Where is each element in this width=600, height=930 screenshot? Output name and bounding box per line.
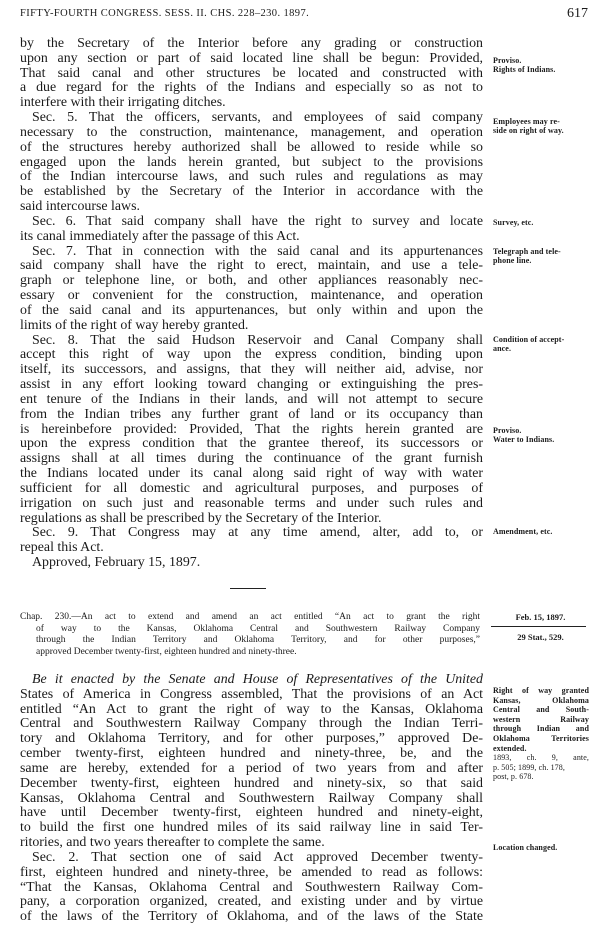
margin-note-line: post, p. 678.: [493, 772, 534, 782]
body-line: sufficient for all domestic and agricultural purposes, and purposes of: [20, 480, 483, 496]
margin-note-line: extended.: [493, 743, 527, 753]
body-line: Kansas, Oklahoma Central and Southwestern Railway Company shall: [20, 790, 483, 806]
margin-note-telegraph: [493, 247, 593, 266]
body-line: is hereinbefore provided: Provided, That the rights herein granted are: [20, 421, 483, 437]
margin-note-proviso-water: [493, 426, 593, 445]
chapter-230-heading: [20, 612, 480, 658]
margin-note-line: Amendment, etc.: [493, 527, 553, 536]
section-divider: [230, 588, 266, 589]
body-line: December twenty-first, eighteen hundred and ninety-six, so that said: [20, 775, 483, 791]
chapter-heading-line: approved December twenty-first, eighteen hundred and ninety-three.: [36, 646, 297, 657]
body-line: the Indians located under its canal along said right of way with water: [20, 466, 483, 482]
margin-statute-citation: 29 Stat., 529.: [517, 632, 564, 642]
body-line: engaged upon the lands herein granted, but subject to the provisions: [20, 154, 483, 170]
body-line: from the Indian tribes any further grant of land or its occupancy than: [20, 406, 483, 422]
body-line: limits of the right of way hereby granted.: [20, 317, 249, 333]
body-text-chapter-230: [20, 673, 483, 925]
margin-note-line: Central and South-: [493, 705, 589, 715]
body-line: same are hereby, extended for a period of two years from and after: [20, 760, 483, 776]
approval-line: Approved, February 15, 1897.: [32, 555, 201, 570]
body-line: said company shall have the right to erect, maintain, and use a tele-: [20, 258, 483, 274]
margin-note-line: Oklahoma Territories: [493, 733, 589, 743]
body-line: cember twenty-first, eighteen hundred and ninety-three, be, and the: [20, 746, 483, 762]
margin-note-line: p. 505; 1899, ch. 178,: [493, 762, 565, 772]
margin-note-line: Right of way granted: [493, 686, 589, 695]
body-line: by the Secretary of the Interior before any grading or construction: [20, 36, 483, 51]
margin-note-line: Rights of Indians.: [493, 65, 556, 75]
body-line: itself, its successors, and assigns, that they will neither aid, advise, nor: [20, 362, 483, 378]
body-line: assigns shall at all times during the continuance of the grant furnish: [20, 451, 483, 467]
margin-note-line: Survey, etc.: [493, 218, 534, 227]
enacting-clause: Be it enacted by the Senate and House of Representatives of the United: [32, 672, 483, 687]
body-line: States of America in Congress assembled, That the provisions of an Act: [20, 686, 483, 702]
body-line: its canal immediately after the passage of this Act.: [20, 228, 300, 244]
body-line: pany, a corporation organized, created, and existing under and by virtue: [20, 894, 483, 910]
body-line: accept this right of way upon the express condition, binding upon: [20, 347, 483, 363]
margin-note-employees: [493, 117, 593, 136]
chapter-heading-line: Chap. 230.—An act to extend and amend an act entitled “An act to grant the right: [20, 612, 480, 622]
body-line: of the structures hereby authorized shall be allowed to reside while so: [20, 139, 483, 155]
margin-note-line: 1893, ch. 9, ante,: [493, 753, 589, 763]
margin-note-line: Water to Indians.: [493, 435, 555, 445]
body-line: upon any section or part of said located line shall be begun: Provided,: [20, 50, 483, 66]
margin-note-line: ance.: [493, 344, 512, 354]
margin-note-condition: [493, 335, 593, 354]
body-line: ritories, and two years thereafter to complete the same.: [20, 835, 325, 851]
body-line: entitled “An Act to grant the right of way to the Kansas, Oklahoma: [20, 701, 483, 717]
body-line: said intercourse laws.: [20, 199, 140, 215]
body-line: assist in any effort looking toward changing or extinguishing the pres-: [20, 377, 483, 393]
body-line: to build the first one hundred miles of its said railway line in said Ter-: [20, 820, 483, 836]
chapter-heading-line: through the Indian Territory and Oklahoma Territory, and for other purposes,”: [36, 635, 480, 645]
body-line: first, eighteen hundred and ninety-three, be amended to read as follows:: [20, 864, 483, 880]
margin-date: Feb. 15, 1897.: [515, 612, 566, 622]
body-line: Central and Southwestern Railway Company through the Indian Terri-: [20, 716, 483, 732]
margin-note-proviso-rights: [493, 56, 593, 75]
margin-note-line: Telegraph and tele-: [493, 247, 561, 256]
body-text-sections-4-9: [20, 37, 483, 556]
body-line: graph or telephone line, or both, and other appliances reasonably nec-: [20, 273, 483, 289]
margin-note-line: Condition of accept-: [493, 335, 565, 344]
margin-note-line: Location changed.: [493, 843, 558, 852]
body-line: “That the Kansas, Oklahoma Central and Southwestern Railway Com-: [20, 879, 483, 895]
body-line: repeal this Act.: [20, 540, 104, 556]
body-line: regulations as shall be prescribed by the Secretary of the Interior.: [20, 510, 382, 526]
margin-note-survey: [493, 218, 593, 227]
body-line: upon the express condition that the grantee thereof, its successors or: [20, 436, 483, 452]
margin-note-amendment: [493, 527, 593, 536]
body-line: of the said canal and its appurtenances, but only within and upon the: [20, 302, 483, 318]
margin-note-line: Employees may re-: [493, 117, 560, 126]
body-line: irrigation on such just and reasonable terms and under such rules and: [20, 495, 483, 511]
body-line: a due regard for the rights of the Indians and especially so as not to: [20, 80, 483, 96]
section-5-start: Sec. 5. That the officers, servants, and employees of said company: [32, 110, 483, 126]
body-line: interfere with their irrigating ditches.: [20, 95, 226, 111]
margin-note-line: side on right of way.: [493, 126, 564, 136]
margin-note-line: through Indian and: [493, 724, 589, 734]
body-line: of the Indian intercourse laws, and such rules and regulations as may: [20, 169, 483, 185]
body-line: have until December twenty-first, eighteen hundred and ninety-eight,: [20, 805, 483, 821]
page-number: 617: [567, 6, 588, 21]
section-6-start: Sec. 6. That said company shall have the right to survey and locate: [32, 213, 483, 229]
body-line: essary or convenient for the construction, maintenance, and operation: [20, 288, 483, 304]
margin-note-location: [493, 843, 593, 852]
section-9-start: Sec. 9. That Congress may at any time amend, alter, add to, or: [32, 525, 483, 541]
margin-note-line: Proviso.: [493, 56, 522, 65]
margin-note-line: phone line.: [493, 256, 532, 266]
body-line: necessary to the construction, maintenance, management, and operation: [20, 124, 483, 140]
running-head: FIFTY-FOURTH CONGRESS. SESS. II. CHS. 228–230. 1897.: [20, 8, 310, 19]
margin-note-line: Proviso.: [493, 426, 522, 435]
body-line: That said canal and other structures be located and constructed with: [20, 65, 483, 81]
section-8-start: Sec. 8. That the said Hudson Reservoir and Canal Company shall: [32, 332, 483, 348]
body-line: be established by the Secretary of the Interior in accordance with the: [20, 184, 483, 200]
margin-note-line: Kansas, Oklahoma: [493, 695, 589, 705]
margin-note-right-of-way: [493, 686, 589, 782]
section-7-start: Sec. 7. That in connection with the said canal and its appurtenances: [32, 243, 483, 259]
margin-divider: [491, 626, 586, 627]
running-header: [0, 8, 600, 24]
margin-note-line: western Railway: [493, 714, 589, 724]
body-line: tory and Oklahoma Territory, and for other purposes,” approved De-: [20, 731, 483, 747]
body-line: ent tenure of the Indians in their lands, and will not attempt to secure: [20, 391, 483, 407]
section-2-start: Sec. 2. That section one of said Act approved December twenty-: [32, 849, 483, 865]
chapter-heading-line: of way to the Kansas, Oklahoma Central and Southwestern Railway Company: [36, 623, 480, 634]
body-line: of the laws of the Territory of Oklahoma, and of the laws of the State: [20, 909, 483, 925]
